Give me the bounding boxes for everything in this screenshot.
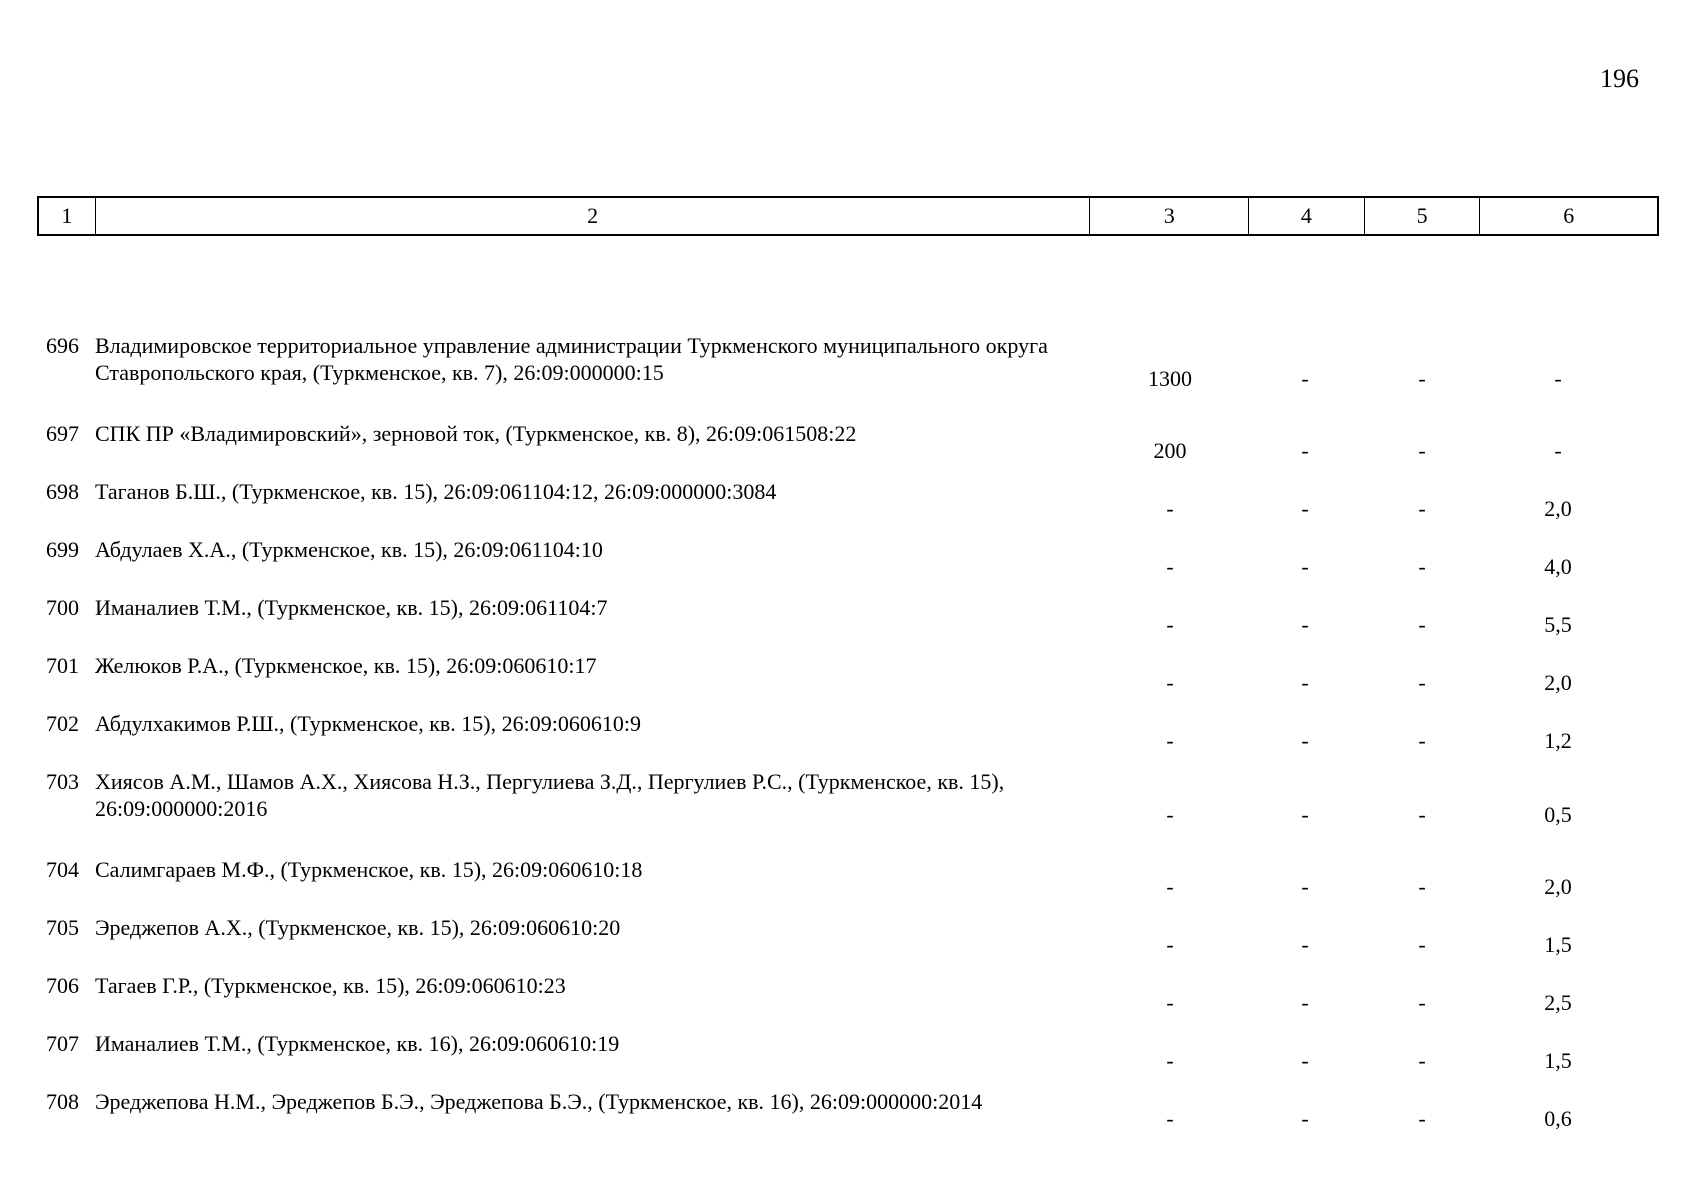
column-header-1: 1	[39, 198, 96, 234]
row-description: Эреджепов А.Х., (Туркменское, кв. 15), 26:09:060610:20	[95, 915, 621, 940]
column-header-6: 6	[1563, 203, 1575, 228]
cell-col-3: -	[1166, 554, 1174, 579]
cell-col-5: -	[1418, 670, 1426, 695]
cell-col-5: -	[1418, 1048, 1426, 1073]
column-header-table	[37, 196, 1659, 236]
row-description: Салимгараев М.Ф., (Туркменское, кв. 15), 26:09:060610:18	[95, 857, 643, 882]
row-number: 701	[46, 653, 79, 678]
cell-col-5: -	[1418, 496, 1426, 521]
cell-col-4: -	[1301, 990, 1309, 1015]
cell-col-3: -	[1166, 496, 1174, 521]
cell-col-6: 2,0	[1544, 496, 1572, 521]
row-description: Иманалиев Т.М., (Туркменское, кв. 15), 26:09:061104:7	[95, 595, 608, 620]
cell-col-6: 1,2	[1544, 728, 1572, 753]
row-number: 704	[46, 857, 79, 882]
cell-col-3: -	[1166, 612, 1174, 637]
cell-col-4: -	[1301, 932, 1309, 957]
cell-col-4: -	[1301, 612, 1309, 637]
cell-col-4: -	[1301, 366, 1309, 391]
cell-col-3: -	[1166, 874, 1174, 899]
row-description: Тагаев Г.Р., (Туркменское, кв. 15), 26:09:060610:23	[95, 973, 566, 998]
cell-col-5: -	[1418, 990, 1426, 1015]
cell-col-5: -	[1418, 802, 1426, 827]
cell-col-5: -	[1418, 1106, 1426, 1131]
cell-col-6: -	[1554, 366, 1562, 391]
row-description: Желюков Р.А., (Туркменское, кв. 15), 26:09:060610:17	[95, 653, 597, 678]
cell-col-5: -	[1418, 612, 1426, 637]
cell-col-6: 2,0	[1544, 874, 1572, 899]
cell-col-6: 5,5	[1544, 612, 1572, 637]
row-description: Иманалиев Т.М., (Туркменское, кв. 16), 26:09:060610:19	[95, 1031, 620, 1056]
row-number: 703	[46, 769, 79, 794]
row-description: СПК ПР «Владимировский», зерновой ток, (Туркменское, кв. 8), 26:09:061508:22	[95, 421, 857, 446]
cell-col-6: 1,5	[1544, 1048, 1572, 1073]
cell-col-5: -	[1418, 874, 1426, 899]
cell-col-3: -	[1166, 1106, 1174, 1131]
cell-col-6: 2,5	[1544, 990, 1572, 1015]
row-description: Абдулаев Х.А., (Туркменское, кв. 15), 26:09:061104:10	[95, 537, 603, 562]
cell-col-3: -	[1166, 728, 1174, 753]
row-description: Эреджепова Н.М., Эреджепов Б.Э., Эреджепова Б.Э., (Туркменское, кв. 16), 26:09:000000:2014	[95, 1089, 983, 1114]
cell-col-4: -	[1301, 554, 1309, 579]
cell-col-3: -	[1166, 802, 1174, 827]
cell-col-4: -	[1301, 438, 1309, 463]
cell-col-3: 1300	[1148, 366, 1192, 391]
cell-col-5: -	[1418, 932, 1426, 957]
column-header-5: 5	[1365, 198, 1481, 234]
cell-col-4: -	[1301, 1048, 1309, 1073]
row-number: 705	[46, 915, 79, 940]
cell-col-6: 2,0	[1544, 670, 1572, 695]
cell-col-4: -	[1301, 728, 1309, 753]
row-number: 697	[46, 421, 79, 446]
cell-col-3: 200	[1153, 438, 1187, 463]
cell-col-4: -	[1301, 496, 1309, 521]
row-number: 702	[46, 711, 79, 736]
cell-col-4: -	[1301, 802, 1309, 827]
cell-col-6: -	[1554, 438, 1562, 463]
page-number: 196	[1600, 64, 1639, 93]
cell-col-4: -	[1301, 874, 1309, 899]
row-description: Хиясов А.М., Шамов А.Х., Хиясова Н.З., Пергулиева З.Д., Пергулиев Р.С., (Туркменское, кв. 15), 26:09:000000:2016	[95, 769, 1005, 821]
cell-col-5: -	[1418, 728, 1426, 753]
cell-col-3: -	[1166, 1048, 1174, 1073]
cell-col-4: -	[1301, 1106, 1309, 1131]
row-description: Абдулхакимов Р.Ш., (Туркменское, кв. 15), 26:09:060610:9	[95, 711, 641, 736]
cell-col-3: -	[1166, 670, 1174, 695]
cell-col-6: 4,0	[1544, 554, 1572, 579]
row-number: 699	[46, 537, 79, 562]
row-number: 698	[46, 479, 79, 504]
row-number: 708	[46, 1089, 79, 1114]
column-header-4: 4	[1249, 198, 1365, 234]
column-header-2: 2	[96, 198, 1091, 234]
cell-col-6: 1,5	[1544, 932, 1572, 957]
row-number: 706	[46, 973, 79, 998]
row-number: 707	[46, 1031, 79, 1056]
row-number: 696	[46, 333, 79, 358]
row-description: Владимировское территориальное управление администрации Туркменского муниципального округа Ставропольского края, (Туркменское, кв. 7), 26:09:000000:15	[95, 333, 1048, 385]
cell-col-4: -	[1301, 670, 1309, 695]
cell-col-6: 0,6	[1544, 1106, 1572, 1131]
cell-col-3: -	[1166, 932, 1174, 957]
cell-col-5: -	[1418, 366, 1426, 391]
row-description: Таганов Б.Ш., (Туркменское, кв. 15), 26:09:061104:12, 26:09:000000:3084	[95, 479, 777, 504]
row-number: 700	[46, 595, 79, 620]
cell-col-5: -	[1418, 554, 1426, 579]
cell-col-6: 0,5	[1544, 802, 1572, 827]
column-header-3: 3	[1090, 198, 1249, 234]
cell-col-3: -	[1166, 990, 1174, 1015]
cell-col-5: -	[1418, 438, 1426, 463]
